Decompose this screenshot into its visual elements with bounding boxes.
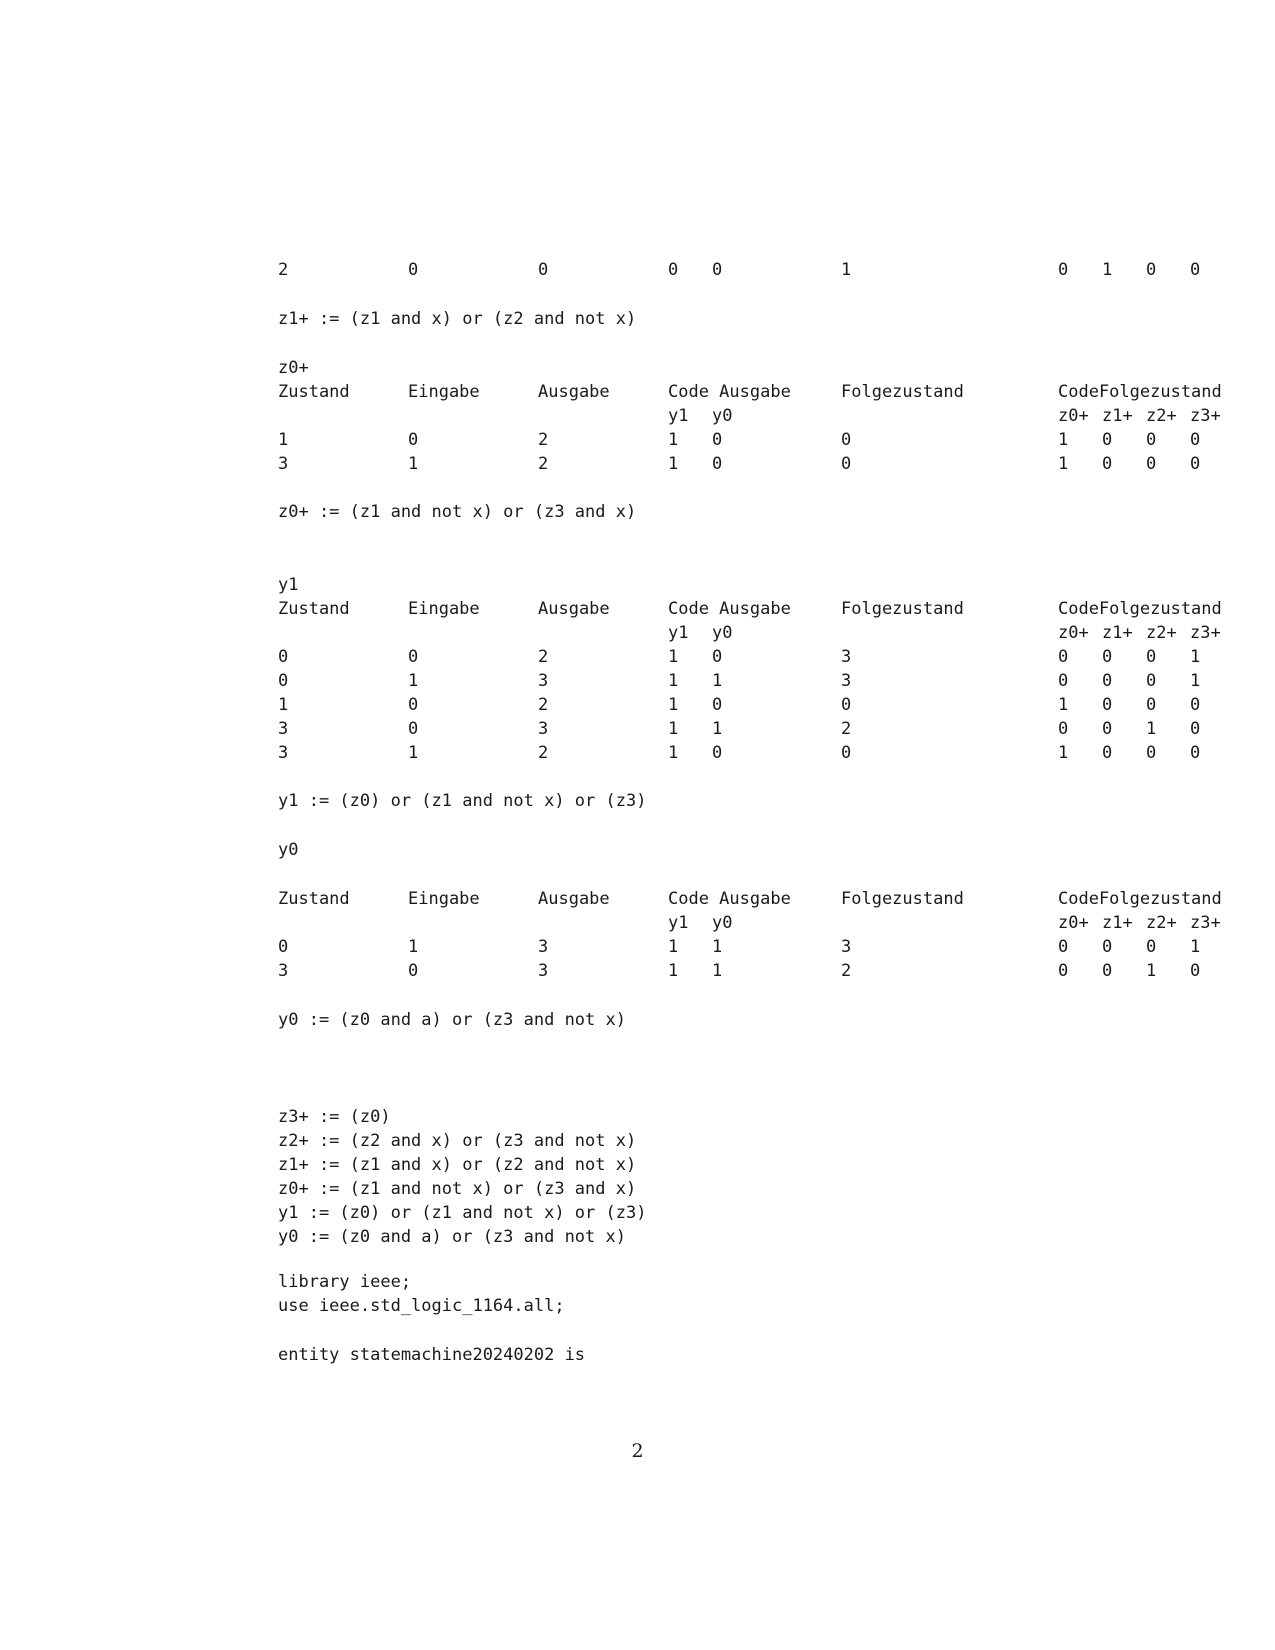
subheader-z3p: z3+ [1190,913,1221,933]
cell-folgezustand: 0 [841,454,852,474]
subheader-z2p: z2+ [1146,913,1177,933]
cell-z2p: 0 [1146,695,1157,715]
section-label-y1: y1 [278,575,299,595]
cell-y1: 1 [668,961,679,981]
summary-line: z0+ := (z1 and not x) or (z3 and x) [278,1179,637,1199]
cell-z1p: 0 [1102,695,1113,715]
cell-folgezustand: 3 [841,671,852,691]
cell-z2p: 0 [1146,671,1157,691]
cell-folgezustand: 3 [841,937,852,957]
cell-z0p: 1 [1058,430,1069,450]
cell-y1: 1 [668,671,679,691]
cell-zustand: 3 [278,454,289,474]
table-subheader [278,621,1248,645]
cell-ausgabe: 3 [538,719,549,739]
cell-z0p: 1 [1058,454,1069,474]
cell-y1: 1 [668,647,679,667]
cell-z1p: 0 [1102,454,1113,474]
header-eingabe: Eingabe [408,599,480,619]
table-row [278,669,1248,693]
code-line: library ieee; [278,1272,412,1292]
table-subheader [278,911,1248,935]
table-row [278,693,1248,717]
table-row [278,452,1248,476]
cell-folgezustand: 2 [841,961,852,981]
cell-y0: 0 [712,430,723,450]
cell-eingabe: 0 [408,719,419,739]
header-folgezustand: Folgezustand [841,889,964,909]
table-subheader [278,404,1248,428]
cell-y0: 1 [712,719,723,739]
section-label-y0: y0 [278,840,299,860]
header-ausgabe: Ausgabe [538,599,610,619]
code-line: use ieee.std_logic_1164.all; [278,1296,565,1316]
subheader-z0p: z0+ [1058,406,1089,426]
cell-z1p: 1 [1102,260,1113,280]
cell-z0p: 0 [1058,937,1069,957]
header-zustand: Zustand [278,889,350,909]
table-row [278,717,1248,741]
table-row [278,935,1248,959]
subheader-z3p: z3+ [1190,406,1221,426]
cell-zustand: 1 [278,695,289,715]
header-code-ausgabe: Code Ausgabe [668,599,791,619]
table-header [278,597,1248,621]
cell-z1p: 0 [1102,430,1113,450]
cell-y0: 1 [712,937,723,957]
summary-line: z2+ := (z2 and x) or (z3 and not x) [278,1131,637,1151]
subheader-z2p: z2+ [1146,623,1177,643]
cell-eingabe: 0 [408,695,419,715]
cell-zustand: 3 [278,743,289,763]
cell-ausgabe: 3 [538,671,549,691]
cell-z1p: 0 [1102,647,1113,667]
cell-ausgabe: 0 [538,260,549,280]
table-header [278,887,1248,911]
cell-z3p: 1 [1190,937,1201,957]
cell-folgezustand: 0 [841,743,852,763]
cell-z2p: 1 [1146,719,1157,739]
cell-z2p: 0 [1146,260,1157,280]
cell-y1: 1 [668,695,679,715]
cell-y1: 1 [668,719,679,739]
table-row [278,428,1248,452]
subheader-z0p: z0+ [1058,913,1089,933]
header-code-folgezustand: CodeFolgezustand [1058,889,1222,909]
subheader-y0: y0 [712,913,733,933]
table-row [278,741,1248,765]
cell-folgezustand: 0 [841,430,852,450]
cell-eingabe: 0 [408,260,419,280]
cell-y1: 1 [668,454,679,474]
cell-z2p: 0 [1146,430,1157,450]
cell-z1p: 0 [1102,743,1113,763]
cell-z3p: 1 [1190,647,1201,667]
cell-folgezustand: 0 [841,695,852,715]
subheader-y0: y0 [712,623,733,643]
cell-zustand: 3 [278,719,289,739]
cell-z2p: 0 [1146,743,1157,763]
cell-zustand: 0 [278,647,289,667]
equation-y0: y0 := (z0 and a) or (z3 and not x) [278,1010,626,1030]
cell-y0: 0 [712,647,723,667]
subheader-y0: y0 [712,406,733,426]
summary-line: z3+ := (z0) [278,1107,391,1127]
cell-z1p: 0 [1102,671,1113,691]
cell-folgezustand: 1 [841,260,852,280]
cell-z0p: 1 [1058,695,1069,715]
cell-zustand: 1 [278,430,289,450]
cell-z3p: 0 [1190,961,1201,981]
header-folgezustand: Folgezustand [841,599,964,619]
cell-y0: 0 [712,695,723,715]
equation-y1: y1 := (z0) or (z1 and not x) or (z3) [278,791,647,811]
cell-y1: 0 [668,260,679,280]
code-line: entity statemachine20240202 is [278,1345,586,1365]
equation-z0: z0+ := (z1 and not x) or (z3 and x) [278,502,637,522]
cell-ausgabe: 2 [538,743,549,763]
cell-folgezustand: 2 [841,719,852,739]
cell-y1: 1 [668,937,679,957]
cell-z3p: 1 [1190,671,1201,691]
cell-z3p: 0 [1190,260,1201,280]
header-code-ausgabe: Code Ausgabe [668,382,791,402]
cell-z0p: 0 [1058,260,1069,280]
subheader-y1: y1 [668,406,689,426]
summary-line: y0 := (z0 and a) or (z3 and not x) [278,1227,626,1247]
subheader-z1p: z1+ [1102,913,1133,933]
cell-zustand: 0 [278,671,289,691]
header-code-folgezustand: CodeFolgezustand [1058,382,1222,402]
subheader-z2p: z2+ [1146,406,1177,426]
header-zustand: Zustand [278,599,350,619]
cell-ausgabe: 2 [538,430,549,450]
cell-ausgabe: 2 [538,454,549,474]
cell-y0: 0 [712,260,723,280]
cell-eingabe: 1 [408,937,419,957]
cell-zustand: 2 [278,260,289,280]
cell-ausgabe: 2 [538,647,549,667]
header-ausgabe: Ausgabe [538,889,610,909]
cell-y0: 0 [712,743,723,763]
cell-eingabe: 1 [408,671,419,691]
header-eingabe: Eingabe [408,382,480,402]
cell-z1p: 0 [1102,937,1113,957]
page-number: 2 [631,1440,644,1462]
cell-z3p: 0 [1190,743,1201,763]
cell-zustand: 0 [278,937,289,957]
subheader-z0p: z0+ [1058,623,1089,643]
subheader-z1p: z1+ [1102,623,1133,643]
cell-eingabe: 0 [408,961,419,981]
cell-z2p: 1 [1146,961,1157,981]
cell-z0p: 0 [1058,671,1069,691]
cell-ausgabe: 2 [538,695,549,715]
cell-z1p: 0 [1102,961,1113,981]
subheader-z1p: z1+ [1102,406,1133,426]
header-code-folgezustand: CodeFolgezustand [1058,599,1222,619]
cell-z2p: 0 [1146,454,1157,474]
cell-folgezustand: 3 [841,647,852,667]
subheader-y1: y1 [668,623,689,643]
cell-eingabe: 1 [408,743,419,763]
cell-ausgabe: 3 [538,937,549,957]
cell-y1: 1 [668,430,679,450]
cell-y0: 1 [712,961,723,981]
cell-z1p: 0 [1102,719,1113,739]
header-eingabe: Eingabe [408,889,480,909]
table-row [278,258,1248,282]
table-row [278,645,1248,669]
cell-z0p: 0 [1058,647,1069,667]
summary-line: z1+ := (z1 and x) or (z2 and not x) [278,1155,637,1175]
cell-z3p: 0 [1190,695,1201,715]
header-code-ausgabe: Code Ausgabe [668,889,791,909]
cell-z0p: 0 [1058,719,1069,739]
cell-z2p: 0 [1146,937,1157,957]
header-ausgabe: Ausgabe [538,382,610,402]
header-zustand: Zustand [278,382,350,402]
cell-z0p: 1 [1058,743,1069,763]
section-label-z0: z0+ [278,358,309,378]
cell-z3p: 0 [1190,430,1201,450]
subheader-y1: y1 [668,913,689,933]
cell-eingabe: 1 [408,454,419,474]
cell-y0: 0 [712,454,723,474]
cell-ausgabe: 3 [538,961,549,981]
subheader-z3p: z3+ [1190,623,1221,643]
summary-line: y1 := (z0) or (z1 and not x) or (z3) [278,1203,647,1223]
cell-y1: 1 [668,743,679,763]
cell-eingabe: 0 [408,430,419,450]
cell-z2p: 0 [1146,647,1157,667]
cell-z0p: 0 [1058,961,1069,981]
cell-z3p: 0 [1190,719,1201,739]
cell-zustand: 3 [278,961,289,981]
cell-z3p: 0 [1190,454,1201,474]
table-row [278,959,1248,983]
table-header [278,380,1248,404]
equation-z1: z1+ := (z1 and x) or (z2 and not x) [278,309,637,329]
cell-eingabe: 0 [408,647,419,667]
cell-y0: 1 [712,671,723,691]
header-folgezustand: Folgezustand [841,382,964,402]
